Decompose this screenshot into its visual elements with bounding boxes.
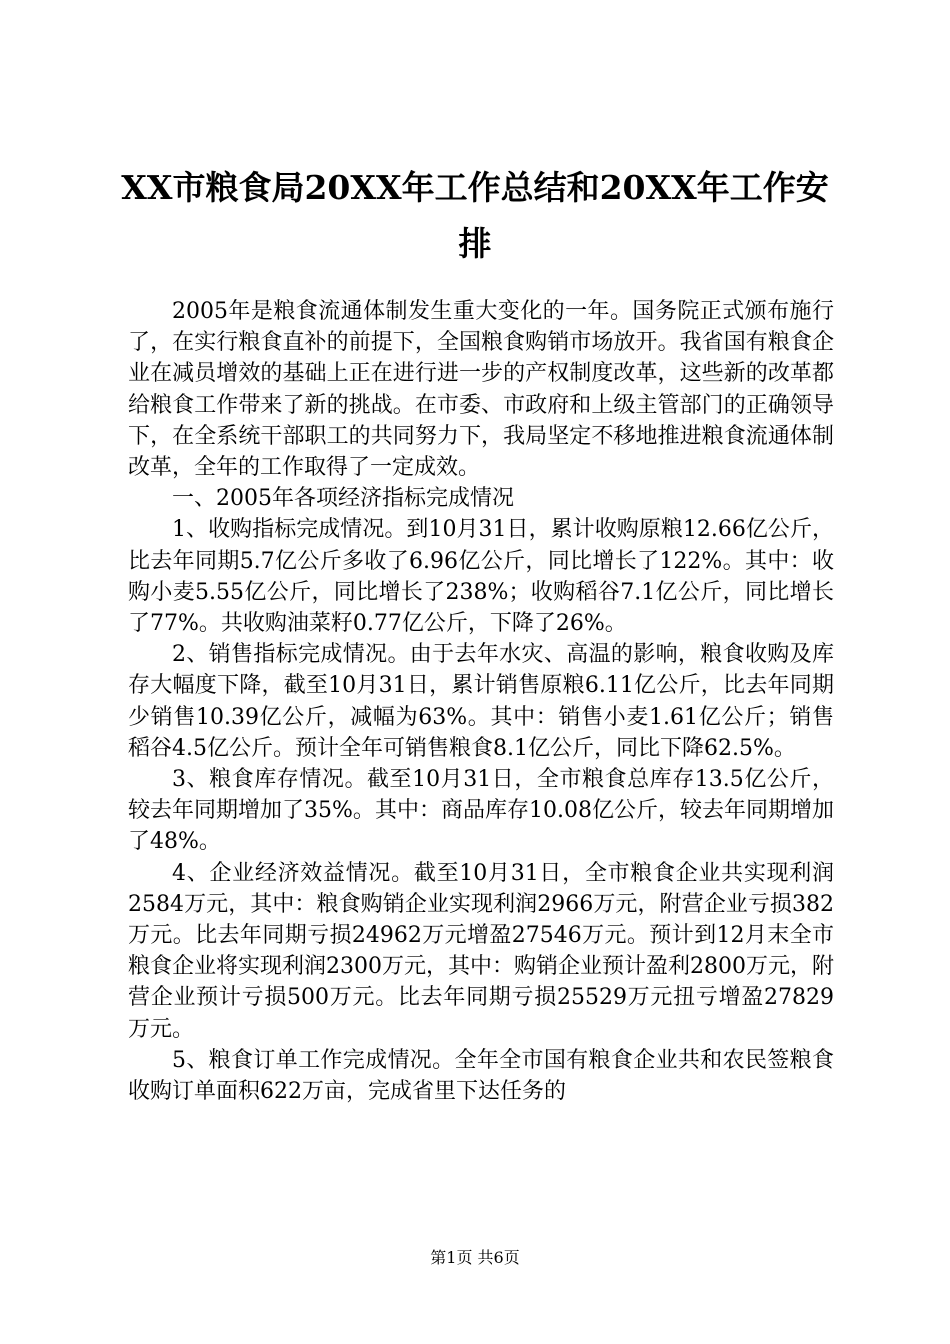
paragraph-orders: 5、粮食订单工作完成情况。全年全市国有粮食企业共和农民签粮食收购订单面积622万亩，完成省里下达任务的 [128, 1047, 834, 1105]
paragraph-sales: 2、销售指标完成情况。由于去年水灾、高温的影响，粮食收购及库存大幅度下降，截至10月31日，累计销售原粮6.11亿公斤，比去年同期少销售10.39亿公斤，减幅为63%。其中：销售小麦1.61亿公斤；销售稻谷4.5亿公斤。预计全年可销售粮食8.1亿公斤，同比下降62.5%。 [128, 642, 834, 761]
section-heading: 一、2005年各项经济指标完成情况 [172, 486, 514, 512]
paragraph-intro: 2005年是粮食流通体制发生重大变化的一年。国务院正式颁布施行了，在实行粮食直补的前提下，全国粮食购销市场放开。我省国有粮食企业在减员增效的基础上正在进行进一步的产权制度改革，这些新的改革都给粮食工作带来了新的挑战。在市委、市政府和上级主管部门的正确领导下，在全系统干部职工的共同努力下，我局坚定不移地推进粮食流通体制改革，全年的工作取得了一定成效。 [128, 299, 834, 481]
paragraph-inventory: 3、粮食库存情况。截至10月31日，全市粮食总库存13.5亿公斤，较去年同期增加了35%。其中：商品库存10.08亿公斤，较去年同期增加了48%。 [128, 767, 834, 855]
page-footer: 第1页 共6页 [430, 1248, 520, 1267]
paragraph-purchase: 1、收购指标完成情况。到10月31日，累计收购原粮12.66亿公斤，比去年同期5.7亿公斤多收了6.96亿公斤，同比增长了122%。其中：收购小麦5.55亿公斤，同比增长了238%；收购稻谷7.1亿公斤，同比增长了77%。共收购油菜籽0.77亿公斤，下降了26%。 [128, 517, 834, 637]
document-body [128, 296, 834, 1107]
paragraph-profit: 4、企业经济效益情况。截至10月31日，全市粮食企业共实现利润2584万元，其中：粮食购销企业实现利润2966万元，附营企业亏损382万元。比去年同期亏损24962万元增盈27546万元。预计到12月末全市粮食企业将实现利润2300万元，其中：购销企业预计盈利2800万元，附营企业预计亏损500万元。比去年同期亏损25529万元扭亏增盈27829万元。 [128, 860, 834, 1042]
document-title: XX市粮食局20XX年工作总结和20XX年工作安排 [121, 168, 829, 263]
